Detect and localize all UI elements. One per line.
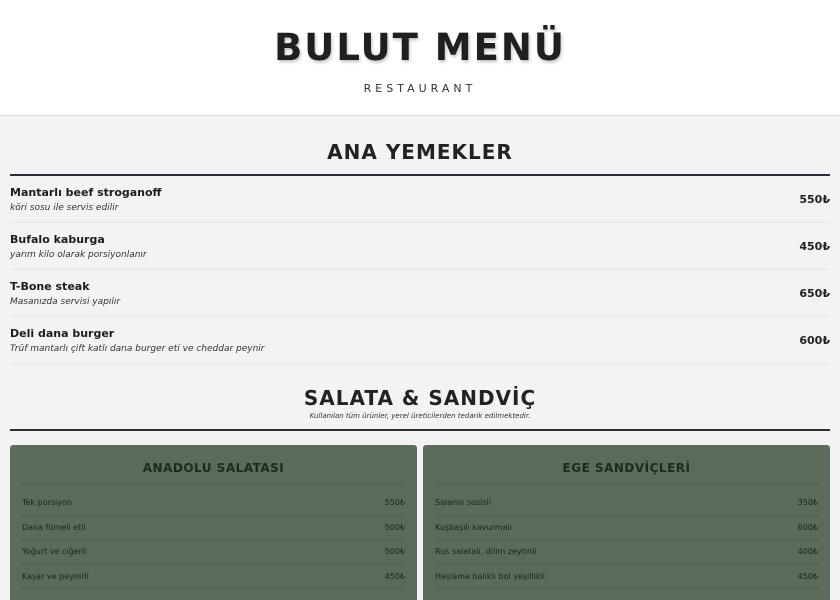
menu-card-salad [10,445,417,600]
menu-item [10,223,830,270]
menu-item-price: 450₺ [799,239,830,253]
menu-item [10,176,830,223]
section-title-salad: SALATA & SANDVİÇ [303,386,537,410]
menu-item-name: T-Bone steak [10,280,90,293]
menu-item-name: Mantarlı beef stroganoff [10,186,162,199]
brand-title: BULUT MENÜ [274,26,566,69]
card-item [22,516,405,541]
site-header [0,0,840,116]
main-dish-list [10,176,830,364]
card-item-name: Kaşar ve peynirli [22,571,89,581]
card-item [435,491,818,516]
card-title: EGE SANDVİÇLERİ [435,445,818,485]
card-item-name: Rus salatalı, dilim zeytinli [435,547,537,557]
card-item [435,565,818,590]
card-title: ANADOLU SALATASI [22,445,405,485]
menu-content [0,116,840,600]
section-divider [10,429,830,431]
card-item-price: 500₺ [384,547,405,557]
card-item [435,540,818,565]
card-item-price: 400₺ [797,547,818,557]
card-item-name: Yoğurt ve ciğerli [22,547,87,557]
section-title-main: ANA YEMEKLER [327,140,513,164]
menu-item-price: 550₺ [799,192,830,206]
card-item-price: 450₺ [384,571,405,581]
menu-item-description: köri sosu ile servis edilir [10,203,119,213]
menu-card-sandwich [423,445,830,600]
card-item-price: 450₺ [797,571,818,581]
section-note: Kullanılan tüm ürünler, yerel üreticilerden tedarik edilmektedir. [309,412,531,420]
card-item-price: 600₺ [797,522,818,532]
card-item-name: Salamlı sosisli [435,498,491,508]
menu-item-description: yarım kilo olarak porsiyonlanır [10,250,147,260]
menu-item-price: 650₺ [799,286,830,300]
card-item [435,516,818,541]
card-item [22,540,405,565]
card-item-name: Kuşbaşılı kavurmalı [435,522,512,532]
menu-item-price: 600₺ [799,333,830,347]
menu-item-description: Trüf mantarlı çift katlı dana burger eti ve cheddar peynir [10,344,265,354]
card-item-price: 350₺ [797,498,818,508]
menu-item-name: Deli dana burger [10,327,115,340]
menu-cards [10,445,830,600]
card-item [22,491,405,516]
card-item-name: Tek porsiyon [22,498,72,508]
menu-item [10,270,830,317]
card-item-name: Dana fümeli etli [22,522,86,532]
menu-item-name: Bufalo kaburga [10,233,105,246]
menu-item-description: Masanızda servisi yapılır [10,297,121,307]
card-item-price: 550₺ [384,498,405,508]
brand-subtitle: RESTAURANT [363,82,477,95]
card-item [22,565,405,590]
menu-item [10,317,830,364]
card-item-price: 500₺ [384,522,405,532]
card-item-name: Haşlama balıklı bol yeşillikli [435,571,546,581]
